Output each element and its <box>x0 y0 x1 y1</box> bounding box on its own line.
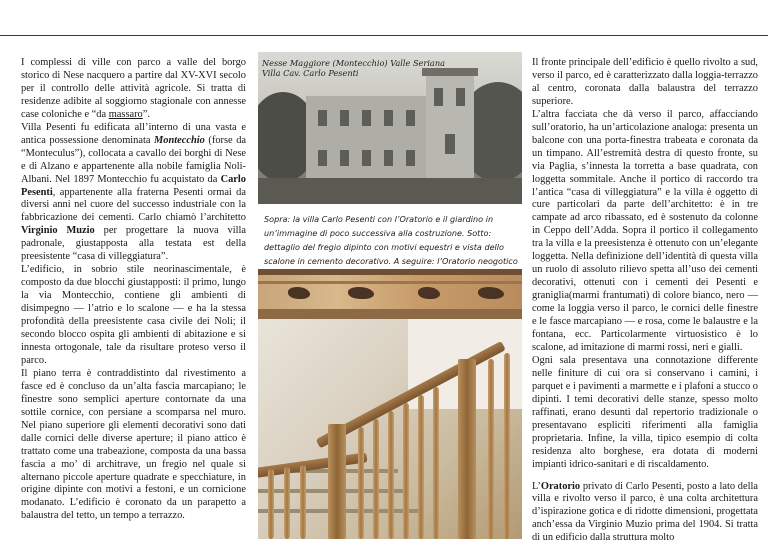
paragraph: Villa Pesenti fu edificata all’interno di una vasta e antica possessione denominata Montecchio (forse da “Monteculus”), collocata a cavallo dei borghi di Nese e di Alzano e appartenente alla nobile famiglia Noli-Albani. Nel 1897 Montecchio fu acquistato da Carlo Pesenti, appartenente alla fraterna Pesenti ormai da diversi anni nel cuore del successo industriale con la fabbricazione dei cementi. Carlo chiamò l’architetto Virginio Muzio per progettare la nuova villa padronale, giustapposta alla testata est della preesistente “casa di villeggiatura”. <box>21 122 246 264</box>
paragraph: I complessi di ville con parco a valle del borgo storico di Nese nacquero a partire dal XV-XVI secolo per il controllo delle attività agricole. Si tratta di residenze adibite al soggiorno stagionale con annesse case coloniche e “da massaro”. <box>21 57 246 122</box>
frieze-photo <box>258 269 522 319</box>
paragraph: Il piano terra è contraddistinto dal rivestimento a fasce ed è concluso da un’alta fascia marcapiano; le finestre sono semplici aperture contornate da una sottile cornice, con persiane a scomparsa nel muro. Nel piano superiore gli elementi decorativi sono dati dalle cornici delle diverse aperture; il piano attico è trattato come una trabeazione, composta da una bassa fascia a mo’ di architrave, un fregio nel quale si alternano piccole aperture quadrate e specchiature, in origine dipinte con motivi a festoni, e un cornicione modanato. L’edificio è coronato da un parapetto a balaustra del tetto, un tempo a terrazzo. <box>21 368 246 523</box>
photo-inscription: Nesse Maggiore (Montecchio) Valle Seriana Villa Cav. Carlo Pesenti <box>262 58 445 78</box>
left-text-column <box>21 57 246 523</box>
paragraph: L’altra facciata che dà verso il parco, affacciando sull’oratorio, ha un’articolazione analoga: presenta un balcone con una porta-finestra trabeata e coronata da un timpano. All’estremità destra di questo fronte, su via Paglia, s’innesta la torretta a base quadrata, con loggetta sommitale. Anche il portico di raccordo tra l’antica “casa di villeggiatura” e la villa è oggetto di cure particolari da parte dell’architetto: è in tre campate ad arco ribassato, ed è sostenuto da colonne in Ceppo dell’Adda. Sopra il portico il collegamento tra la villa e la preesistenza è ottenuto con un’elegante loggetta. Nella definizione dell’identità di questa villa un ruolo di assoluto rilievo spetta all’uso dei cementi decorativi, ottenuti con i cementi dei Pesenti e graniglia(marmi frantumati) di colore bianco, nero — come la loggia verso il parco, le cornici delle finestre e le fasce marcapiano — e rosa, come le balaustre e la fontana, ecc. Particolarmente virtuosistico è lo scalone, ad imitazione di marmi rossi, neri e gialli. <box>532 109 758 355</box>
villa-historic-photo <box>258 52 522 204</box>
header-rule <box>0 35 768 36</box>
paragraph: Ogni sala presentava una connotazione differente nelle finiture di cui ora si conservano i camini, i parquet e i pavimenti a marmette e i plafoni a stucco o dipinti. I temi decorativi delle stanze, spesso molto raffinati, erano desunti dal repertorio tradizionale o presentavano espliciti riferimenti alla famiglia proprietaria. Infine, la villa, tipico esempio di colta residenza alto borghese, era dotata di moderni impianti idrico-sanitari e di riscaldamento. <box>532 355 758 472</box>
right-text-column <box>532 57 758 545</box>
paragraph: Il fronte principale dell’edificio è quello rivolto a sud, verso il parco, ed è caratterizzato dalla loggia-terrazzo al centro, coronata dalla balaustra del terrazzo superiore. <box>532 57 758 109</box>
figure-caption: Sopra: la villa Carlo Pesenti con l’Oratorio e il giardino in un’immagine di poco successiva alla costruzione. Sotto: dettaglio del fregio dipinto con motivi equestri e vista dello scalone in cemento decorativo. A seguire: l’Oratorio neogotico <box>264 212 522 282</box>
emphasis-oratorio: Oratorio <box>541 481 580 492</box>
staircase-photo <box>258 319 522 539</box>
paragraph: L’Oratorio privato di Carlo Pesenti, posto a lato della villa e rivolto verso il parco, è una colta architettura d’ispirazione gotica e di ridotte dimensioni, progettata anch’essa da Virginio Muzio prima del 1904. Si tratta di un edificio dalla struttura molto <box>532 481 758 545</box>
emphasis-virginio-muzio: Virginio Muzio <box>21 225 95 236</box>
emphasis-montecchio: Montecchio <box>154 135 205 146</box>
emphasis-carlo-pesenti: Carlo Pesenti <box>21 174 246 198</box>
paragraph: L’edificio, in sobrio stile neorinascimentale, è composto da due blocchi giustapposti: il primo, lungo la via Montecchio, contiene gli ambienti di disimpegno — l’atrio e lo scalone — e ha la stessa profondità della preesistente casa civile dei Noli; il secondo blocco ospita gli ambienti di abitazione e si innesta ortogonale, tale da risultare proteso verso il parco. <box>21 264 246 368</box>
underlined-word: massaro <box>109 109 143 120</box>
